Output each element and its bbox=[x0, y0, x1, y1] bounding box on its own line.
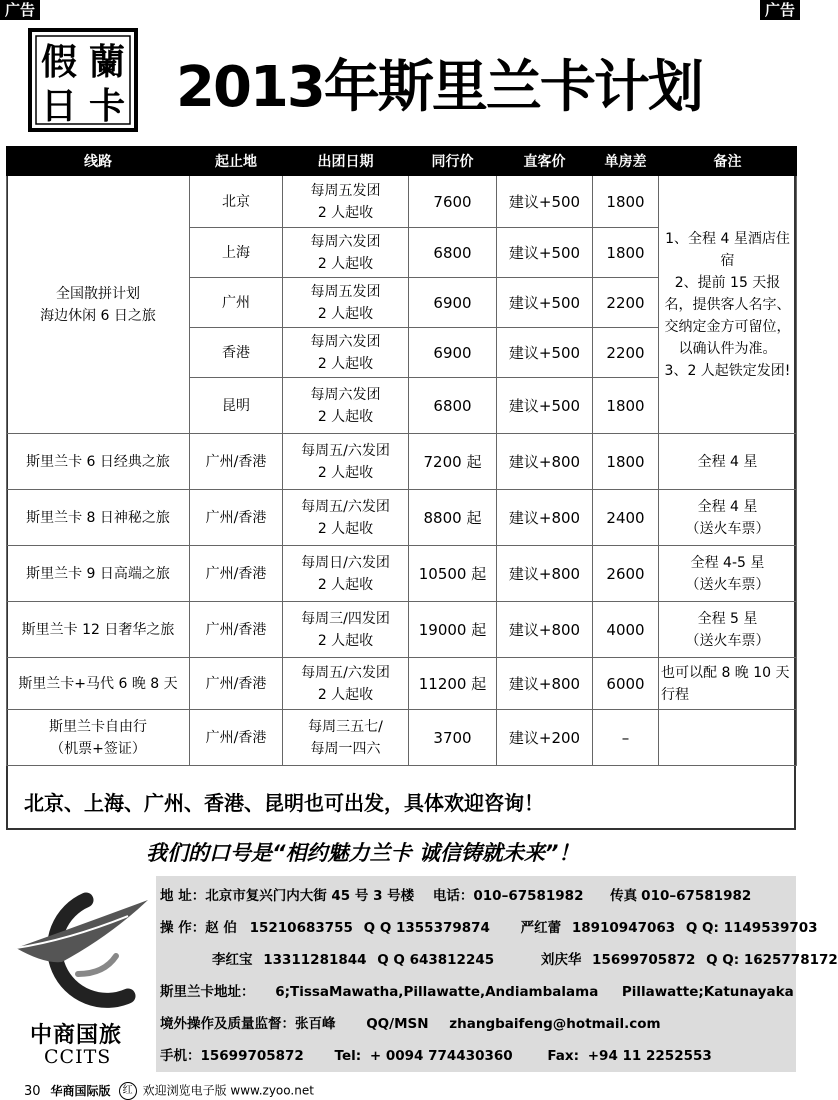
op4-phone: 15699705872 bbox=[592, 952, 696, 968]
seal-logo bbox=[28, 28, 138, 132]
op1-name: 赵 伯 bbox=[205, 920, 237, 936]
tel-value: 010–67581982 bbox=[473, 888, 584, 904]
route-cell: 斯里兰卡 9 日高端之旅 bbox=[7, 546, 190, 602]
op4-qq: Q Q: 1625778172 bbox=[706, 952, 838, 968]
op1-qq: Q Q 1355379874 bbox=[363, 920, 490, 936]
table-row bbox=[7, 490, 797, 546]
notes-cell: 全程 4 星 （送火车票） bbox=[659, 490, 797, 546]
single-supplement-cell: 2600 bbox=[593, 546, 659, 602]
route-cell: 斯里兰卡 6 日经典之旅 bbox=[7, 434, 190, 490]
peer-price-cell: 6800 bbox=[409, 228, 497, 278]
tel2-label: Tel: bbox=[334, 1048, 362, 1064]
direct-price-cell: 建议+800 bbox=[497, 658, 593, 710]
dates-cell: 每周五/六发团 2 人起收 bbox=[283, 658, 409, 710]
fax-value: 010–67581982 bbox=[641, 888, 752, 904]
route-cell: 斯里兰卡 12 日奢华之旅 bbox=[7, 602, 190, 658]
publication-name: 华商国际版 bbox=[50, 1083, 111, 1098]
city-cell: 广州/香港 bbox=[190, 434, 283, 490]
single-supplement-cell: 1800 bbox=[593, 434, 659, 490]
table-row bbox=[7, 602, 797, 658]
contact-row-ops1 bbox=[160, 918, 818, 938]
notes-cell: 全程 5 星 （送火车票） bbox=[659, 602, 797, 658]
route-cell: 斯里兰卡+马代 6 晚 8 天 bbox=[7, 658, 190, 710]
single-supplement-cell: 1800 bbox=[593, 378, 659, 434]
direct-price-cell: 建议+500 bbox=[497, 328, 593, 378]
table-row bbox=[7, 434, 797, 490]
dates-cell: 每周六发团 2 人起收 bbox=[283, 228, 409, 278]
single-supplement-cell: 2200 bbox=[593, 278, 659, 328]
single-supplement-cell: 4000 bbox=[593, 602, 659, 658]
direct-price-cell: 建议+800 bbox=[497, 434, 593, 490]
ad-label-left: 广告 bbox=[0, 0, 40, 20]
direct-price-cell: 建议+500 bbox=[497, 378, 593, 434]
ad-label-right: 广告 bbox=[760, 0, 800, 20]
notes-cell: 1、全程 4 星酒店住宿 2、提前 15 天报名，提供客人名字、交纳定金方可留位，以确认件为准。 3、2 人起铁定发团! bbox=[659, 176, 797, 434]
fax2-value: +94 11 2252553 bbox=[587, 1048, 712, 1064]
circle-mark-icon: 红 bbox=[119, 1082, 137, 1100]
header-direct-price: 直客价 bbox=[497, 147, 593, 176]
supervisor-label: 境外操作及质量监督： bbox=[160, 1016, 295, 1032]
op3-phone: 13311281844 bbox=[263, 952, 367, 968]
page-title: 2013年斯里兰卡计划 bbox=[176, 55, 702, 120]
table-row bbox=[7, 710, 797, 766]
single-supplement-cell: 2200 bbox=[593, 328, 659, 378]
op2-name: 严红蕾 bbox=[520, 920, 562, 936]
seal-char: 假 bbox=[40, 41, 78, 83]
peer-price-cell: 8800 起 bbox=[409, 490, 497, 546]
contact-row-address bbox=[160, 886, 751, 906]
op3-name: 李红宝 bbox=[212, 952, 253, 968]
contact-row-supervisor bbox=[160, 1014, 661, 1034]
fax2-label: Fax: bbox=[547, 1048, 580, 1064]
op4-name: 刘庆华 bbox=[540, 952, 582, 968]
city-cell: 广州/香港 bbox=[190, 490, 283, 546]
dates-cell: 每周五/六发团 2 人起收 bbox=[283, 434, 409, 490]
msn-value: zhangbaifeng@hotmail.com bbox=[449, 1016, 661, 1032]
logo-text-cn: 中商国旅 bbox=[30, 1023, 123, 1048]
city-cell: 广州/香港 bbox=[190, 710, 283, 766]
dates-cell: 每周三五七/ 每周一四六 bbox=[283, 710, 409, 766]
sl-address-value: 6;TissaMawatha,Pillawatte,Andiambalama Pillawatte;Katunayaka bbox=[275, 984, 794, 1000]
table-row bbox=[7, 658, 797, 710]
city-cell: 广州/香港 bbox=[190, 602, 283, 658]
contact-row-sl-address bbox=[160, 982, 794, 1002]
seal-char: 卡 bbox=[88, 85, 126, 127]
header-route: 线路 bbox=[7, 147, 190, 176]
contact-panel bbox=[156, 876, 838, 1072]
single-supplement-cell: 2400 bbox=[593, 490, 659, 546]
header-single-supplement: 单房差 bbox=[593, 147, 659, 176]
city-cell: 广州/香港 bbox=[190, 546, 283, 602]
city-cell: 北京 bbox=[190, 176, 283, 228]
direct-price-cell: 建议+800 bbox=[497, 490, 593, 546]
sl-address-label: 斯里兰卡地址： bbox=[160, 984, 255, 1000]
address-value: 北京市复兴门内大街 45 号 3 号楼 bbox=[205, 888, 415, 904]
direct-price-cell: 建议+200 bbox=[497, 710, 593, 766]
peer-price-cell: 6900 bbox=[409, 278, 497, 328]
contact-row-ops2 bbox=[212, 950, 838, 970]
city-cell: 广州 bbox=[190, 278, 283, 328]
city-cell: 昆明 bbox=[190, 378, 283, 434]
op2-qq: Q Q: 1149539703 bbox=[685, 920, 818, 936]
table-row bbox=[7, 546, 797, 602]
tel-label: 电话： bbox=[432, 888, 474, 904]
city-cell: 广州/香港 bbox=[190, 658, 283, 710]
city-cell: 香港 bbox=[190, 328, 283, 378]
header-notes: 备注 bbox=[659, 147, 797, 176]
page-number: 30 bbox=[24, 1083, 41, 1099]
dates-cell: 每周六发团 2 人起收 bbox=[283, 328, 409, 378]
dates-cell: 每周三/四发团 2 人起收 bbox=[283, 602, 409, 658]
header-city: 起止地 bbox=[190, 147, 283, 176]
peer-price-cell: 11200 起 bbox=[409, 658, 497, 710]
address-label: 地 址： bbox=[160, 888, 206, 904]
dates-cell: 每周五发团 2 人起收 bbox=[283, 278, 409, 328]
msn-label: QQ/MSN bbox=[366, 1016, 429, 1032]
route-cell: 全国散拼计划 海边休闲 6 日之旅 bbox=[7, 176, 190, 434]
dates-cell: 每周五发团 2 人起收 bbox=[283, 176, 409, 228]
departure-note: 北京、上海、广州、香港、昆明也可出发，具体欢迎咨询！ bbox=[24, 791, 544, 815]
route-cell: 斯里兰卡 8 日神秘之旅 bbox=[7, 490, 190, 546]
mobile-label: 手机： bbox=[160, 1048, 201, 1064]
single-supplement-cell: 1800 bbox=[593, 176, 659, 228]
city-cell: 上海 bbox=[190, 228, 283, 278]
direct-price-cell: 建议+500 bbox=[497, 278, 593, 328]
peer-price-cell: 3700 bbox=[409, 710, 497, 766]
table-header-row bbox=[7, 147, 797, 176]
ops-label: 操 作： bbox=[160, 920, 206, 936]
mobile-value: 15699705872 bbox=[200, 1048, 304, 1064]
direct-price-cell: 建议+500 bbox=[497, 176, 593, 228]
peer-price-cell: 7200 起 bbox=[409, 434, 497, 490]
peer-price-cell: 19000 起 bbox=[409, 602, 497, 658]
header-dates: 出团日期 bbox=[283, 147, 409, 176]
tel2-value: + 0094 774430360 bbox=[369, 1048, 513, 1064]
peer-price-cell: 6900 bbox=[409, 328, 497, 378]
peer-price-cell: 6800 bbox=[409, 378, 497, 434]
itinerary-table bbox=[6, 146, 797, 766]
peer-price-cell: 10500 起 bbox=[409, 546, 497, 602]
dates-cell: 每周五/六发团 2 人起收 bbox=[283, 490, 409, 546]
single-supplement-cell: – bbox=[593, 710, 659, 766]
supervisor-value: 张百峰 bbox=[295, 1016, 336, 1032]
seal-char: 日 bbox=[40, 85, 78, 127]
route-cell: 斯里兰卡自由行 （机票+签证） bbox=[7, 710, 190, 766]
single-supplement-cell: 6000 bbox=[593, 658, 659, 710]
notes-cell: 全程 4-5 星 （送火车票） bbox=[659, 546, 797, 602]
page-footer bbox=[24, 1082, 424, 1098]
single-supplement-cell: 1800 bbox=[593, 228, 659, 278]
direct-price-cell: 建议+800 bbox=[497, 602, 593, 658]
dates-cell: 每周日/六发团 2 人起收 bbox=[283, 546, 409, 602]
slogan: 我们的口号是“相约魅力兰卡 诚信铸就未来”！ bbox=[146, 841, 580, 865]
op1-phone: 15210683755 bbox=[249, 920, 353, 936]
notes-cell: 全程 4 星 bbox=[659, 434, 797, 490]
notes-cell: 也可以配 8 晚 10 天行程 bbox=[659, 658, 797, 710]
direct-price-cell: 建议+500 bbox=[497, 228, 593, 278]
peer-price-cell: 7600 bbox=[409, 176, 497, 228]
contact-row-mobile bbox=[160, 1046, 712, 1066]
footer-text: 欢迎浏览电子版 www.zyoo.net bbox=[142, 1083, 314, 1098]
header-peer-price: 同行价 bbox=[409, 147, 497, 176]
direct-price-cell: 建议+800 bbox=[497, 546, 593, 602]
logo-text-en: CCITS bbox=[44, 1046, 112, 1068]
table-row bbox=[7, 176, 797, 228]
notes-cell bbox=[659, 710, 797, 766]
fax-label: 传真 bbox=[610, 888, 638, 904]
op2-phone: 18910947063 bbox=[571, 920, 676, 936]
op3-qq: Q Q 643812245 bbox=[377, 952, 495, 968]
dates-cell: 每周六发团 2 人起收 bbox=[283, 378, 409, 434]
seal-char: 蘭 bbox=[88, 41, 126, 83]
